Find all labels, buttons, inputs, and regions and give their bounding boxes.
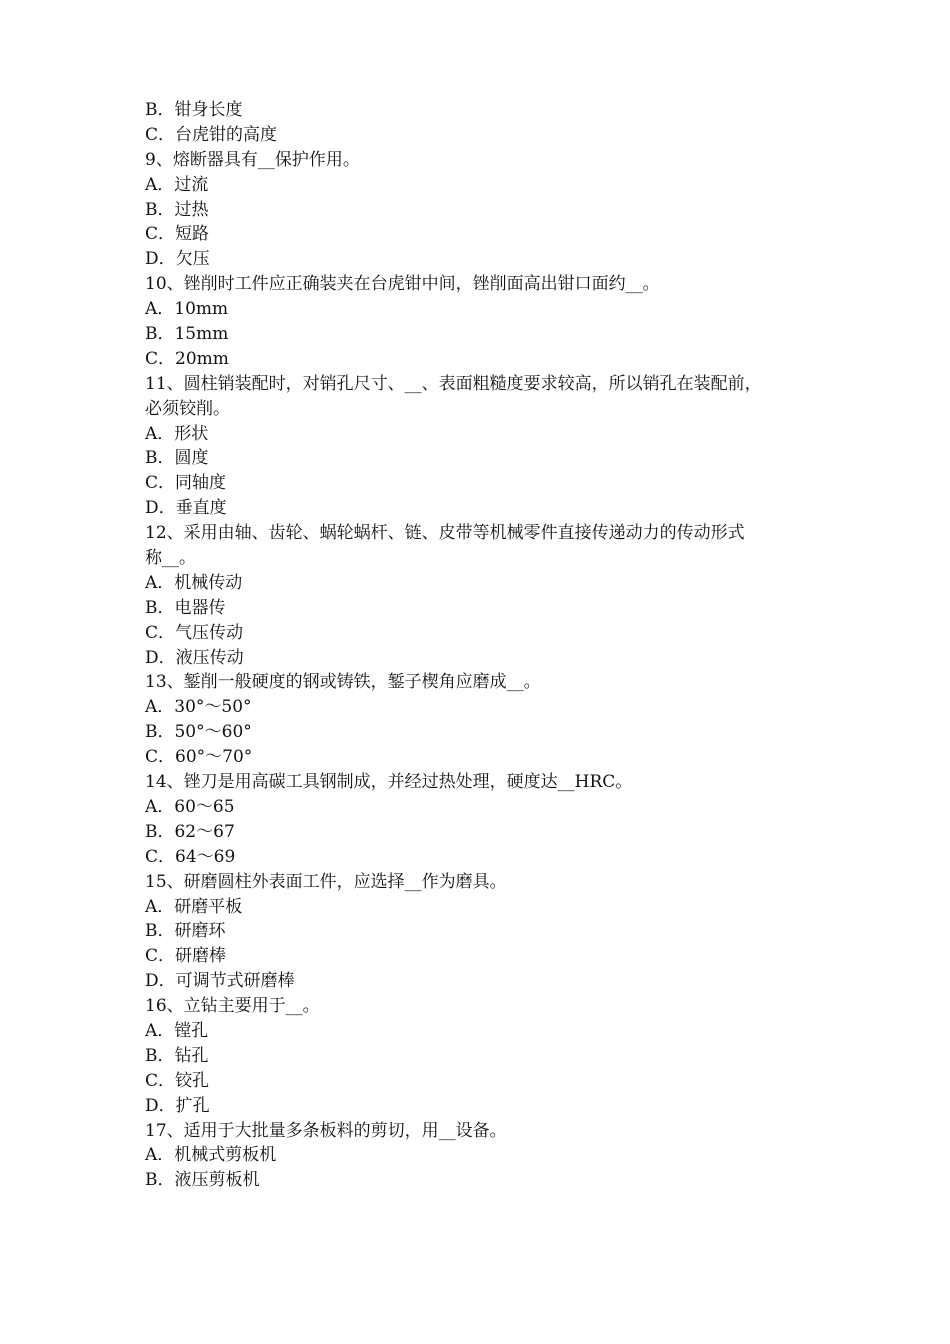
question-line: 15、研磨圆柱外表面工件，应选择__作为磨具。 — [145, 871, 507, 892]
option-line: D．可调节式研磨棒 — [145, 971, 295, 992]
option-line: A．过流 — [145, 174, 209, 195]
option-line: B．62～67 — [145, 821, 235, 842]
option-line: A．60～65 — [145, 796, 235, 817]
document-page — [145, 98, 825, 1193]
option-line: B．钳身长度 — [145, 100, 243, 120]
question-line: 12、采用由轴、齿轮、蜗轮蜗杆、链、皮带等机械零件直接传递动力的传动形式 — [145, 523, 745, 544]
option-line: A．10mm — [145, 299, 229, 320]
question-line: 称__。 — [145, 548, 196, 569]
option-line: B．15mm — [145, 324, 229, 345]
option-line: C．台虎钳的高度 — [145, 124, 278, 145]
option-line: C．20mm — [145, 348, 229, 369]
option-line: B．钻孔 — [145, 1045, 209, 1066]
option-line: A．镗孔 — [145, 1020, 209, 1041]
option-line: B．液压剪板机 — [145, 1170, 260, 1191]
option-line: C．研磨棒 — [145, 946, 227, 967]
question-line: 16、立钻主要用于__。 — [145, 996, 320, 1017]
option-line: D．欠压 — [145, 249, 210, 270]
option-line: B．研磨环 — [145, 921, 226, 942]
option-line: A．研磨平板 — [145, 896, 243, 917]
option-line: D．扩孔 — [145, 1095, 210, 1116]
question-line: 11、圆柱销装配时，对销孔尺寸、__、表面粗糙度要求较高，所以销孔在装配前， — [145, 373, 762, 394]
option-line: C．铰孔 — [145, 1070, 210, 1091]
option-line: A．形状 — [145, 423, 209, 444]
option-line: C．60°～70° — [145, 747, 253, 768]
option-line: C．气压传动 — [145, 622, 244, 643]
question-line: 13、錾削一般硬度的钢或铸铁，錾子楔角应磨成__。 — [145, 672, 541, 693]
option-line: B．50°～60° — [145, 722, 252, 743]
option-line: C．同轴度 — [145, 473, 227, 494]
option-line: A．30°～50° — [145, 697, 252, 718]
question-line: 9、熔断器具有__保护作用。 — [145, 149, 360, 170]
option-line: B．过热 — [145, 199, 209, 220]
question-line: 10、锉削时工件应正确装夹在台虎钳中间，锉削面高出钳口面约__。 — [145, 274, 660, 295]
option-line: D．垂直度 — [145, 498, 227, 519]
option-line: C．短路 — [145, 224, 210, 245]
question-line: 必须铰削。 — [145, 398, 230, 419]
option-line: B．圆度 — [145, 448, 209, 469]
question-line: 14、锉刀是用高碳工具钢制成，并经过热处理，硬度达__HRC。 — [145, 772, 633, 793]
question-line: 17、适用于大批量多条板料的剪切，用__设备。 — [145, 1120, 507, 1141]
option-line: B．电器传 — [145, 597, 226, 618]
option-line: A．机械传动 — [145, 572, 243, 593]
option-line: C．64～69 — [145, 846, 236, 867]
option-line: D．液压传动 — [145, 647, 244, 668]
option-line: A．机械式剪板机 — [145, 1145, 277, 1166]
